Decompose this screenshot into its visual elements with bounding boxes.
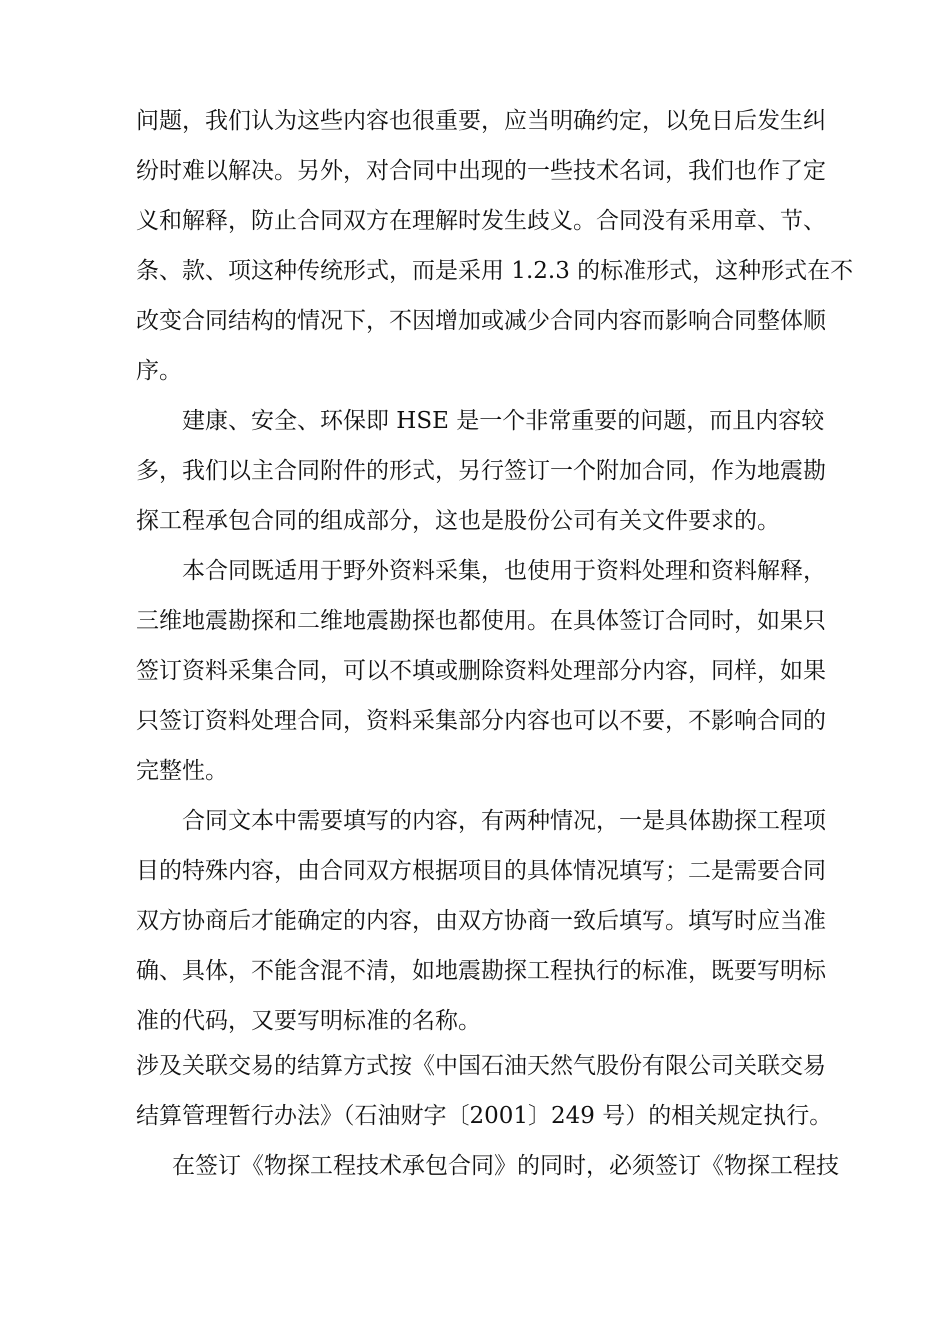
paragraph-1-line-6: 序。: [136, 358, 182, 384]
paragraph-2-line-3: 探工程承包合同的组成部分，这也是股份公司有关文件要求的。: [136, 508, 780, 534]
paragraph-2-line-2: 多，我们以主合同附件的形式，另行签订一个附加合同，作为地震勘: [136, 458, 826, 484]
paragraph-5-line-2: 结算管理暂行办法》（石油财字〔2001〕249 号）的相关规定执行。: [136, 1103, 833, 1129]
paragraph-3-line-5: 完整性。: [136, 758, 228, 784]
paragraph-5-line-1: 涉及关联交易的结算方式按《中国石油天然气股份有限公司关联交易: [136, 1053, 826, 1079]
paragraph-1-line-5: 改变合同结构的情况下，不因增加或减少合同内容而影响合同整体顺: [136, 308, 826, 334]
paragraph-1-line-3: 义和解释，防止合同双方在理解时发生歧义。合同没有采用章、节、: [136, 208, 826, 234]
paragraph-6-line-1: 在签订《物探工程技术承包合同》的同时，必须签订《物探工程技: [172, 1153, 839, 1179]
paragraph-2-line-1: 建康、安全、环保即 HSE 是一个非常重要的问题，而且内容较: [182, 408, 825, 434]
paragraph-1-line-1: 问题，我们认为这些内容也很重要，应当明确约定，以免日后发生纠: [136, 108, 826, 134]
paragraph-1-line-2: 纷时难以解决。另外，对合同中出现的一些技术名词，我们也作了定: [136, 158, 826, 184]
paragraph-3-line-1: 本合同既适用于野外资料采集，也使用于资料处理和资料解释，: [182, 558, 826, 584]
paragraph-3-line-3: 签订资料采集合同，可以不填或删除资料处理部分内容，同样，如果: [136, 658, 826, 684]
paragraph-3-line-2: 三维地震勘探和二维地震勘探也都使用。在具体签订合同时，如果只: [136, 608, 826, 634]
paragraph-4-line-3: 双方协商后才能确定的内容，由双方协商一致后填写。填写时应当准: [136, 908, 826, 934]
paragraph-4-line-5: 准的代码，又要写明标准的名称。: [136, 1008, 481, 1034]
paragraph-4-line-2: 目的特殊内容，由合同双方根据项目的具体情况填写；二是需要合同: [136, 858, 826, 884]
paragraph-1-line-4: 条、款、项这种传统形式，而是采用 1.2.3 的标准形式，这种形式在不: [136, 258, 854, 284]
paragraph-3-line-4: 只签订资料处理合同，资料采集部分内容也可以不要，不影响合同的: [136, 708, 826, 734]
paragraph-4-line-1: 合同文本中需要填写的内容，有两种情况，一是具体勘探工程项: [182, 808, 826, 834]
paragraph-4-line-4: 确、具体，不能含混不清，如地震勘探工程执行的标准，既要写明标: [136, 958, 826, 984]
